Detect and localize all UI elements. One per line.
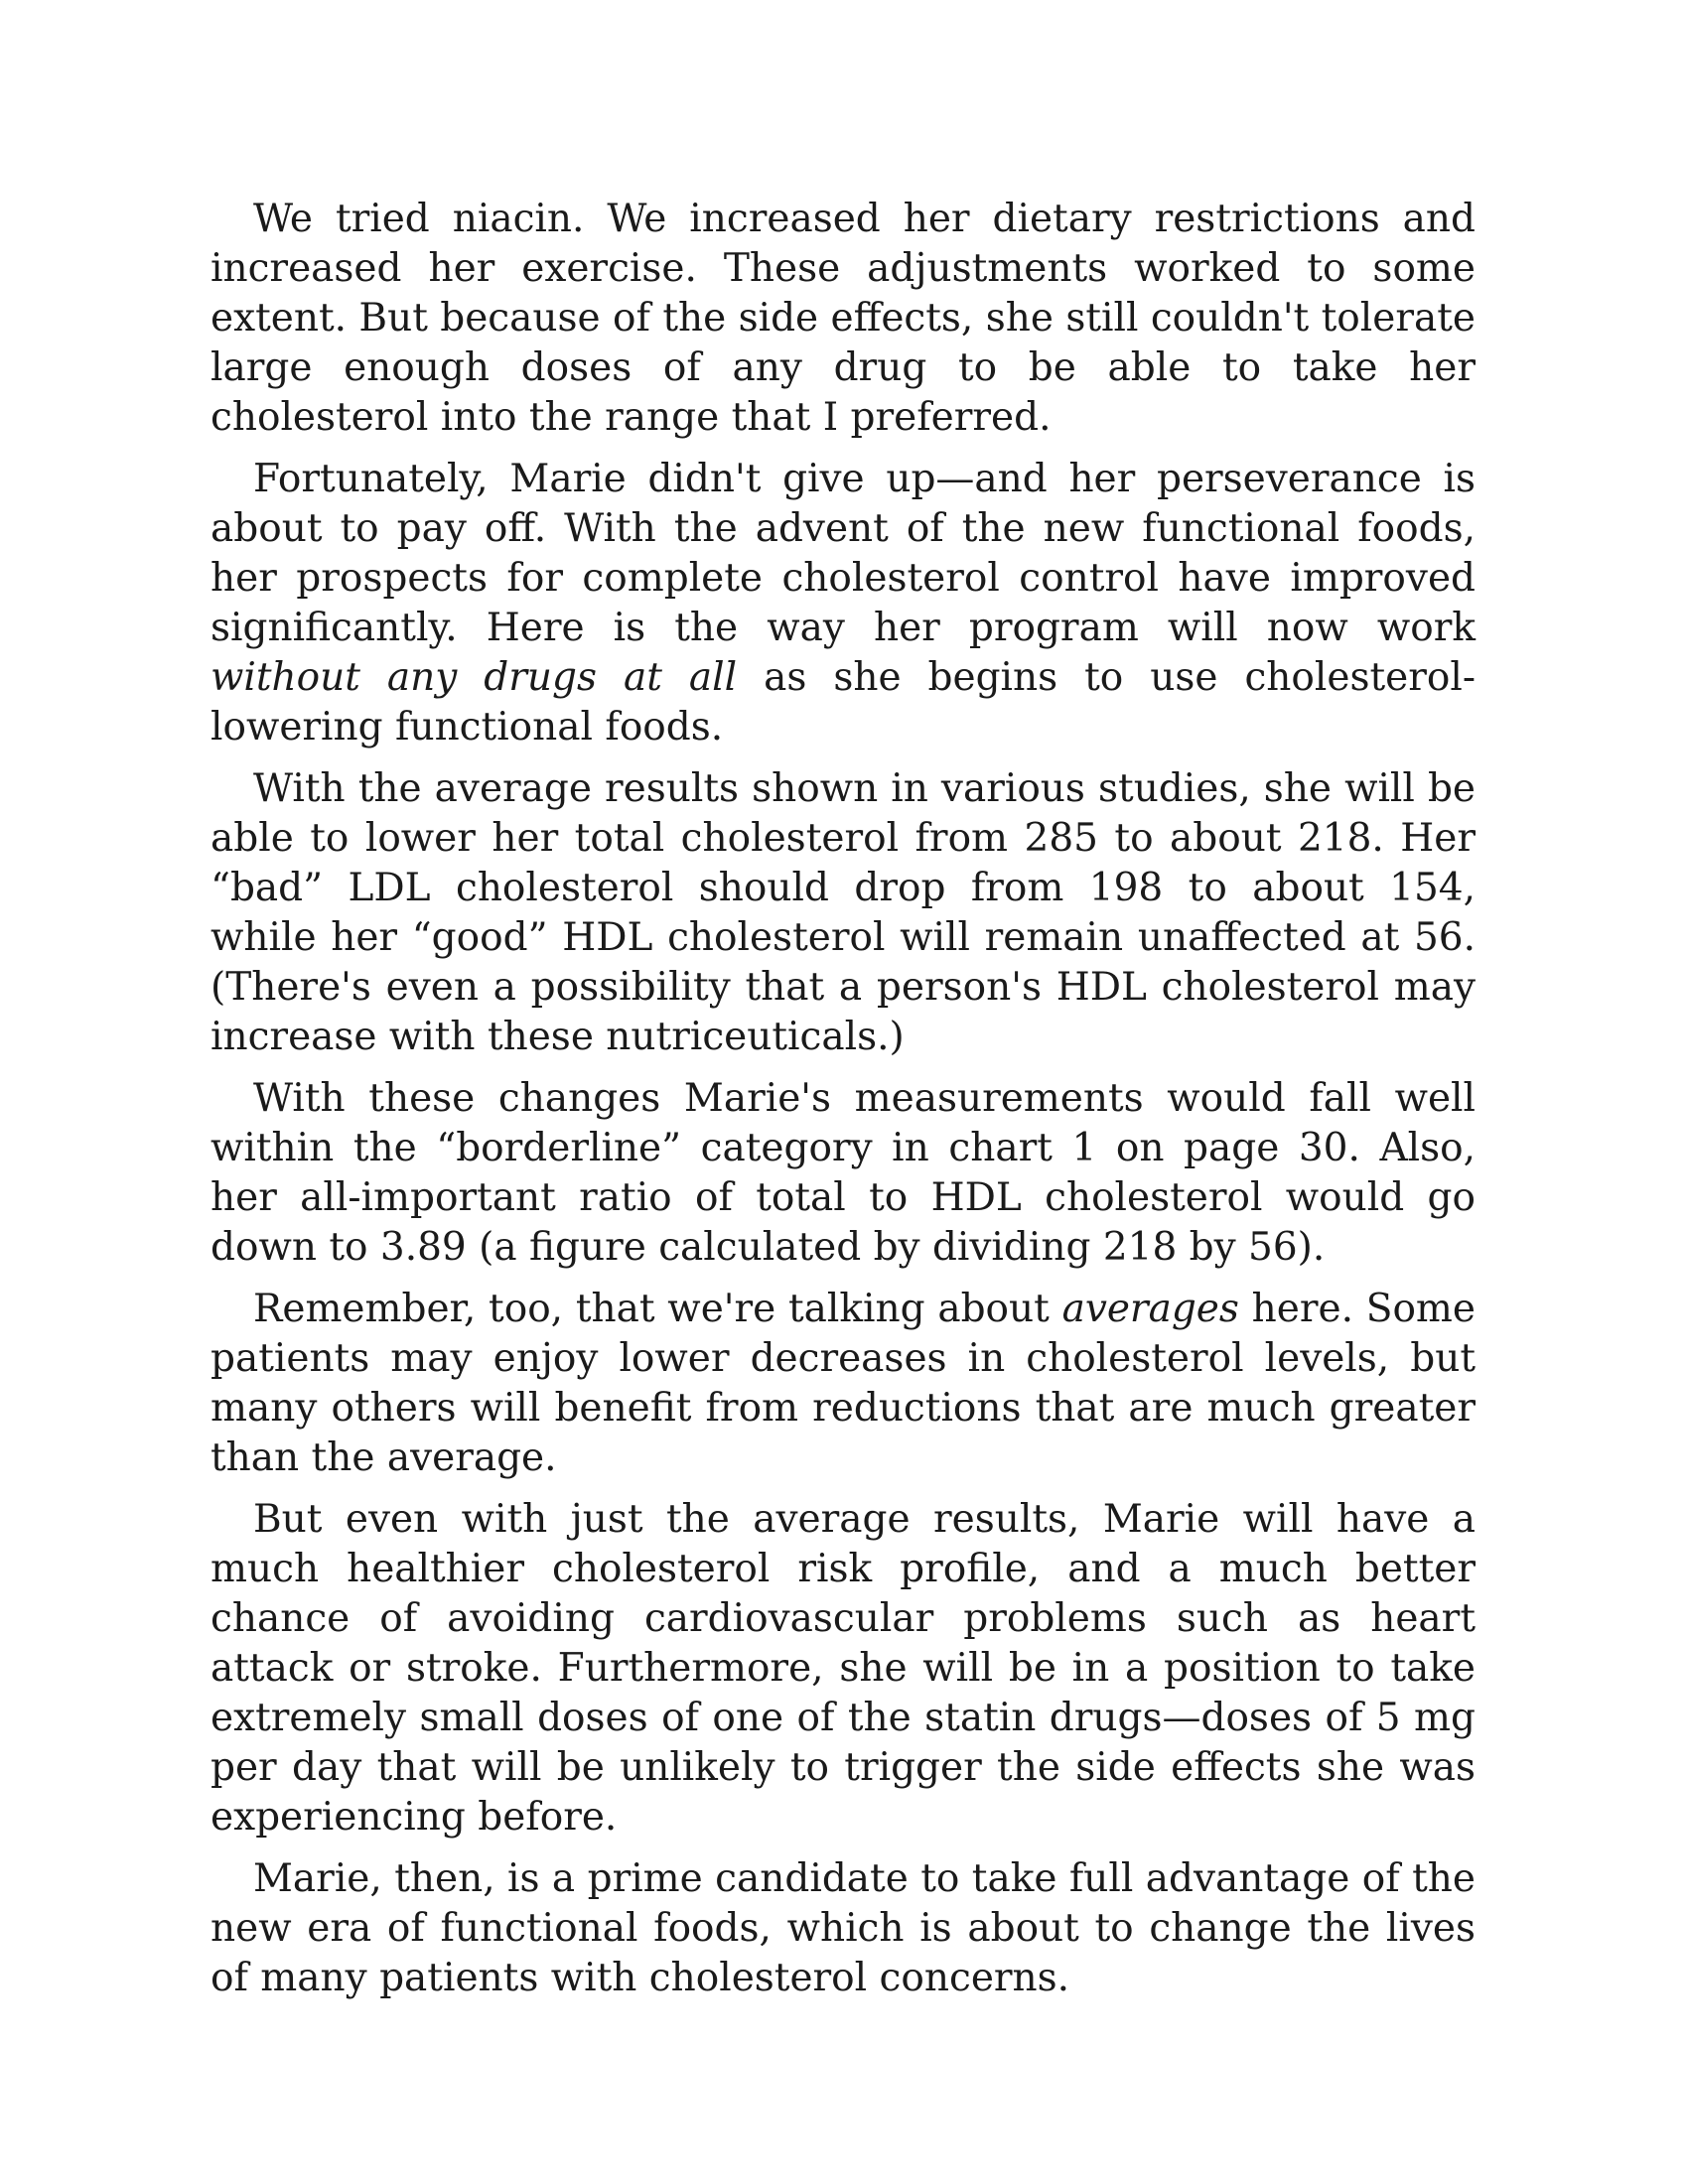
paragraph-text: But even with just the average results, Marie will have a much healthier cholesterol risk profile, and a much better chance of avoiding cardiovascular problems such as heart attack or stroke. Furthermore, she will be in a position to take extremely small doses of one of the statin drugs—doses of 5 mg per day that will be unlikely to trigger the side effects she was experiencing before.	[211, 1497, 1476, 1840]
paragraph-2	[211, 455, 1476, 752]
paragraph-text: We tried niacin. We increased her dietary restrictions and increased her exercise. These adjustments worked to some extent. But because of the side effects, she still couldn't tolerate large enough doses of any drug to be able to take her cholesterol into the range that I preferred.	[211, 197, 1476, 440]
paragraph-6	[211, 1495, 1476, 1843]
paragraph-text: With the average results shown in various studies, she will be able to lower her total cholesterol from 285 to about 218. Her “bad” LDL cholesterol should drop from 198 to about 154, while her “good” HDL cholesterol will remain unaffected at 56. (There's even a possibility that a person's HDL cholesterol may increase with these nutriceuticals.)	[211, 766, 1476, 1059]
paragraph-text: Fortunately, Marie didn't give up—and her perseverance is about to pay off. With the advent of the new functional foods, her prospects for complete cholesterol control have improved significantly. Here is the way her program will now work	[211, 457, 1476, 650]
paragraph-text: Marie, then, is a prime candidate to take full advantage of the new era of functional foods, which is about to change the lives of many patients with cholesterol concerns.	[211, 1856, 1476, 2000]
paragraph-text: here. Some patients may enjoy lower decreases in cholesterol levels, but many others will benefit from reductions that are much greater than the average.	[211, 1287, 1476, 1480]
paragraph-text: as she begins to use cholesterol-lowering functional foods.	[211, 655, 1477, 750]
paragraph-text: Remember, too, that we're talking about	[253, 1287, 1062, 1331]
paragraph-5	[211, 1285, 1476, 1483]
page-body	[211, 195, 1476, 2015]
paragraph-3	[211, 764, 1476, 1062]
paragraph-4	[211, 1074, 1476, 1273]
paragraph-7	[211, 1854, 1476, 2003]
paragraph-1	[211, 195, 1476, 443]
italic-emphasis: without any drugs at all	[211, 655, 738, 700]
italic-emphasis: averages	[1061, 1287, 1239, 1331]
paragraph-text: With these changes Marie's measurements would fall well within the “borderline” category in chart 1 on page 30. Also, her all-important ratio of total to HDL cholesterol would go down to 3.89 (a figure calculated by dividing 218 by 56).	[211, 1076, 1476, 1270]
